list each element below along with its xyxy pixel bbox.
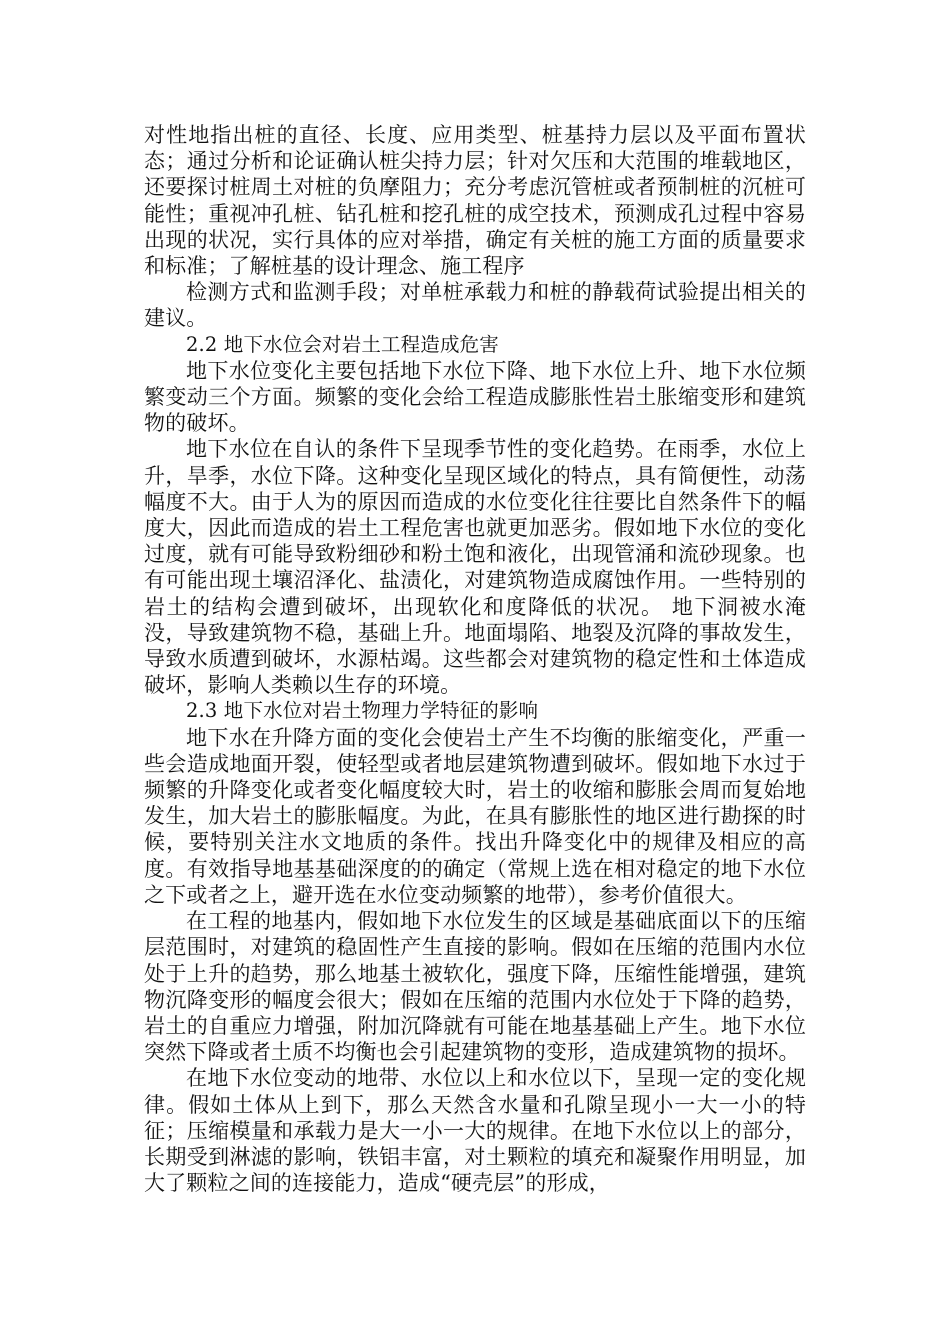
paragraph-pile-foundation: 对性地指出桩的直径、长度、应用类型、桩基持力层以及平面布置状态；通过分析和论证确认桩尖持力层；针对欠压和大范围的堆载地区，还要探讨桩周土对桩的负摩阻力；充分考虑沉管桩或者预制桩的沉桩可能性；重视冲孔桩、钻孔桩和挖孔桩的成空技术，预测成孔过程中容易出现的状况，实行具体的应对举措，确定有关桩的施工方面的质量要求和标准；了解桩基的设计理念、施工程序 (144, 123, 806, 279)
section-heading-2-3: 2.3 地下水位对岩土物理力学特征的影响 (186, 699, 539, 723)
paragraph-water-level-zones: 在地下水位变动的地带、水位以上和水位以下，呈现一定的变化规律。假如土体从上到下，那么天然含水量和孔隙呈现小一大一小的特征；压缩模量和承载力是大一小一大的规律。在地下水位以上的部分，长期受到淋滤的影响，铁铝丰富，对土颗粒的填充和凝聚作用明显，加大了颗粒之间的连接能力，造成“硬壳层”的形成， (144, 1066, 806, 1196)
paragraph-swelling-shrinkage: 地下水在升降方面的变化会使岩土产生不均衡的胀缩变化，严重一些会造成地面开裂，使轻型或者地层建筑物遭到破坏。假如地下水过于频繁的升降变化或者变化幅度较大时，岩土的收缩和膨胀会周而复始地发生，加大岩土的膨胀幅度。为此，在具有膨胀性的地区进行勘探的时候，要特别关注水文地质的条件。找出升降变化中的规律及相应的高度。有效指导地基基础深度的的确定（常规上选在相对稳定的地下水位之下或者之上，避开选在水位变动频繁的地带），参考价值很大。 (144, 725, 806, 907)
paragraph-testing-methods: 检测方式和监测手段；对单桩承载力和桩的静载荷试验提出相关的建议。 (144, 280, 806, 331)
section-heading-2-2: 2.2 地下水位会对岩土工程造成危害 (186, 332, 499, 356)
document-body (144, 122, 806, 1196)
paragraph-groundwater-changes: 地下水位变化主要包括地下水位下降、地下水位上升、地下水位频繁变动三个方面。频繁的变化会给工程造成膨胀性岩土胀缩变形和建筑物的破坏。 (144, 358, 806, 436)
paragraph-seasonal-variation: 地下水位在自认的条件下呈现季节性的变化趋势。在雨季，水位上升，旱季，水位下降。这种变化呈现区域化的特点，具有简便性，动荡幅度不大。由于人为的原因而造成的水位变化往往要比自然条件下的幅度大，因此而造成的岩土工程危害也就更加恶劣。假如地下水位的变化过度，就有可能导致粉细砂和粉土饱和液化，出现管涌和流砂现象。也有可能出现土壤沼泽化、盐渍化，对建筑物造成腐蚀作用。一些特别的岩土的结构会遭到破坏，出现软化和度降低的状况。 地下洞被水淹没，导致建筑物不稳，基础上升。地面塌陷、地裂及沉降的事故发生，导致水质遭到破坏，水源枯竭。这些都会对建筑物的稳定性和土体造成破坏，影响人类赖以生存的环境。 (144, 437, 806, 698)
paragraph-foundation-compression: 在工程的地基内，假如地下水位发生的区域是基础底面以下的压缩层范围时，对建筑的稳固性产生直接的影响。假如在压缩的范围内水位处于上升的趋势，那么地基土被软化，强度下降，压缩性能增强，建筑物沉降变形的幅度会很大；假如在压缩的范围内水位处于下降的趋势，岩土的自重应力增强，附加沉降就有可能在地基基础上产生。地下水位突然下降或者土质不均衡也会引起建筑物的变形，造成建筑物的损坏。 (144, 909, 806, 1065)
